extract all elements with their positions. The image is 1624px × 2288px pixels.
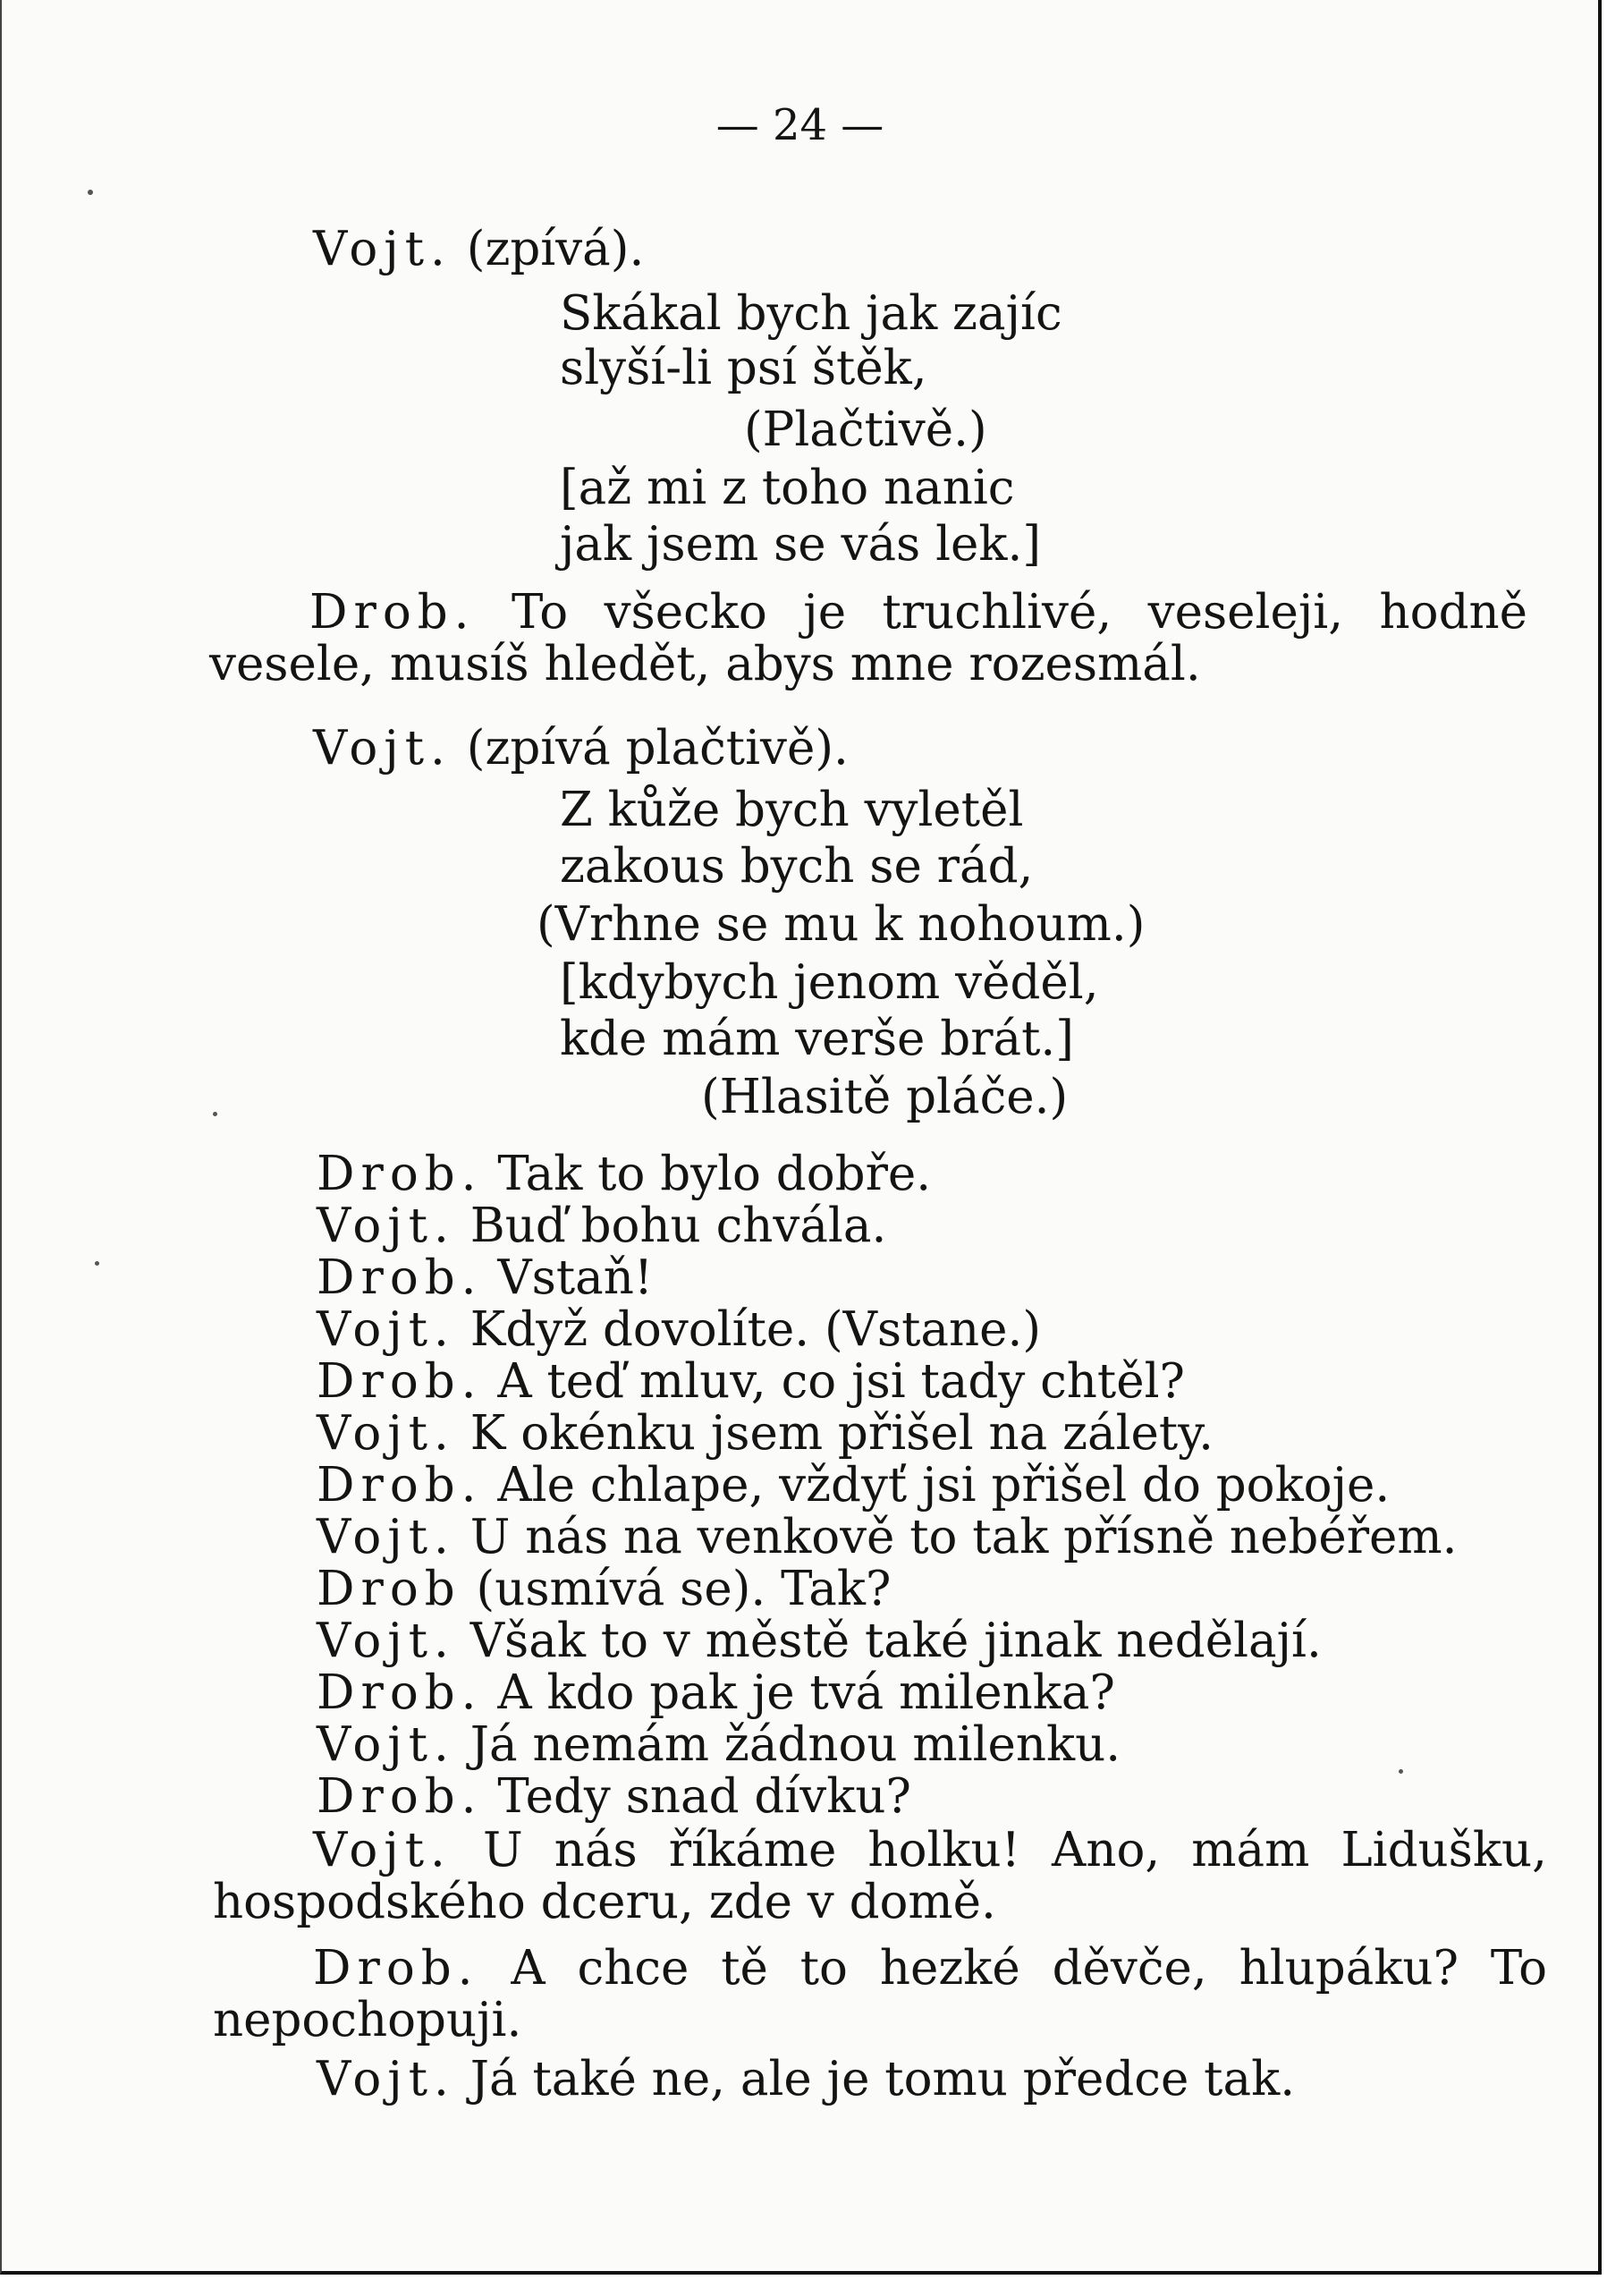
- speech-paragraph: [209, 587, 1527, 691]
- verse-line: [kdybych jenom věděl,: [560, 955, 1099, 1010]
- speech-paragraph: [213, 1943, 1547, 2046]
- dialogue-line: [317, 1615, 1322, 1667]
- verse-line: jak jsem se vás lek.]: [560, 517, 1042, 572]
- speaker-name: Vojt.: [317, 1717, 455, 1772]
- speech-text: U nás říkáme holku! Ano, mám Lidušku, hospodského dceru, zde v domě.: [213, 1823, 1547, 1929]
- speech-line: [313, 723, 849, 775]
- speaker-name: Drob.: [317, 1250, 483, 1305]
- speaker-name: Drob.: [317, 1665, 483, 1720]
- speech-text: Buď bohu chvála.: [469, 1199, 887, 1253]
- speech-text: Já nemám žádnou milenku.: [469, 1717, 1121, 1772]
- speech-paragraph: [213, 1825, 1547, 1928]
- verse-line: [až mi z toho nanic: [560, 461, 1015, 515]
- speech-text: K okénku jsem přišel na zálety.: [469, 1406, 1214, 1461]
- speech-text: (usmívá se). Tak?: [476, 1562, 892, 1616]
- stage-direction: (zpívá plačtivě).: [466, 721, 849, 775]
- speaker-name: Drob.: [317, 1458, 483, 1513]
- dialogue-line: [317, 1148, 931, 1200]
- stage-direction: (Plačtivě.): [744, 403, 987, 457]
- speaker-name: Drob.: [317, 1769, 483, 1824]
- speaker-name: Vojt.: [317, 1302, 455, 1357]
- page-number: — 24 —: [715, 100, 884, 150]
- speech-text: Ale chlape, vždyť jsi přišel do pokoje.: [497, 1458, 1391, 1513]
- speaker-name: Vojt.: [313, 222, 452, 276]
- verse-line: Z kůže bych vyletěl: [560, 783, 1024, 837]
- dialogue-line: [317, 1512, 1458, 1563]
- verse-line: kde mám verše brát.]: [560, 1012, 1074, 1066]
- speech-text: Však to v městě také jinak nedělají.: [469, 1614, 1322, 1668]
- speaker-name: Vojt.: [317, 1614, 455, 1668]
- stage-direction: (zpívá).: [466, 222, 645, 276]
- verse-line: slyší-li psí štěk,: [560, 341, 927, 395]
- dialogue-line: [317, 1771, 911, 1823]
- speaker-name: Vojt.: [317, 1406, 455, 1461]
- scan-speck: [1399, 1769, 1403, 1774]
- speaker-name: Drob: [317, 1562, 461, 1616]
- speech-text: Já také ne, ale je tomu předce tak.: [469, 2052, 1296, 2106]
- stage-direction: (Vrhne se mu k nohoum.): [537, 897, 1146, 952]
- dialogue-line: [317, 1304, 1041, 1356]
- stage-direction: (Hlasitě pláče.): [701, 1070, 1069, 1124]
- speech-text: A kdo pak je tvá milenka?: [497, 1665, 1115, 1720]
- speech-text: A chce tě to hezké děvče, hlupáku? To nepochopuji.: [213, 1941, 1547, 2047]
- dialogue-line: [317, 1252, 653, 1304]
- speech-text: Vstaň!: [497, 1250, 654, 1305]
- speech-text: Tedy snad dívku?: [497, 1769, 911, 1824]
- verse-line: zakous bych se rád,: [560, 839, 1034, 894]
- scan-speck: [88, 190, 93, 195]
- dialogue-line: [317, 1563, 891, 1615]
- speaker-name: Drob.: [309, 585, 476, 640]
- dialogue-line: [317, 1356, 1185, 1408]
- speaker-name: Vojt.: [317, 1199, 455, 1253]
- speech-text: To všecko je truchlivé, veseleji, hodně vesele, musíš hledět, abys mne rozesmál.: [209, 585, 1527, 691]
- speech-text: A teď mluv, co jsi tady chtěl?: [497, 1354, 1185, 1409]
- speaker-name: Drob.: [317, 1354, 483, 1409]
- speech-text: Když dovolíte. (Vstane.): [469, 1302, 1042, 1357]
- speaker-name: Drob.: [317, 1147, 483, 1201]
- speaker-name: Drob.: [313, 1941, 479, 1996]
- dialogue-line: [317, 1200, 886, 1252]
- scan-speck: [213, 1112, 217, 1116]
- scan-speck: [95, 1261, 99, 1266]
- speech-text: U nás na venkově to tak přísně nebéřem.: [469, 1510, 1458, 1564]
- dialogue-line: [317, 1719, 1121, 1771]
- speaker-name: Vojt.: [313, 1823, 452, 1877]
- dialogue-line: [317, 1460, 1390, 1512]
- speaker-name: Vojt.: [313, 721, 452, 775]
- speech-paragraph: [317, 2054, 1295, 2106]
- verse-line: Skákal bych jak zajíc: [560, 286, 1062, 341]
- speaker-name: Vojt.: [317, 1510, 455, 1564]
- speech-line: [313, 224, 644, 275]
- speaker-name: Vojt.: [317, 2052, 455, 2106]
- speech-text: Tak to bylo dobře.: [497, 1147, 932, 1201]
- dialogue-line: [317, 1408, 1214, 1460]
- dialogue-line: [317, 1667, 1115, 1719]
